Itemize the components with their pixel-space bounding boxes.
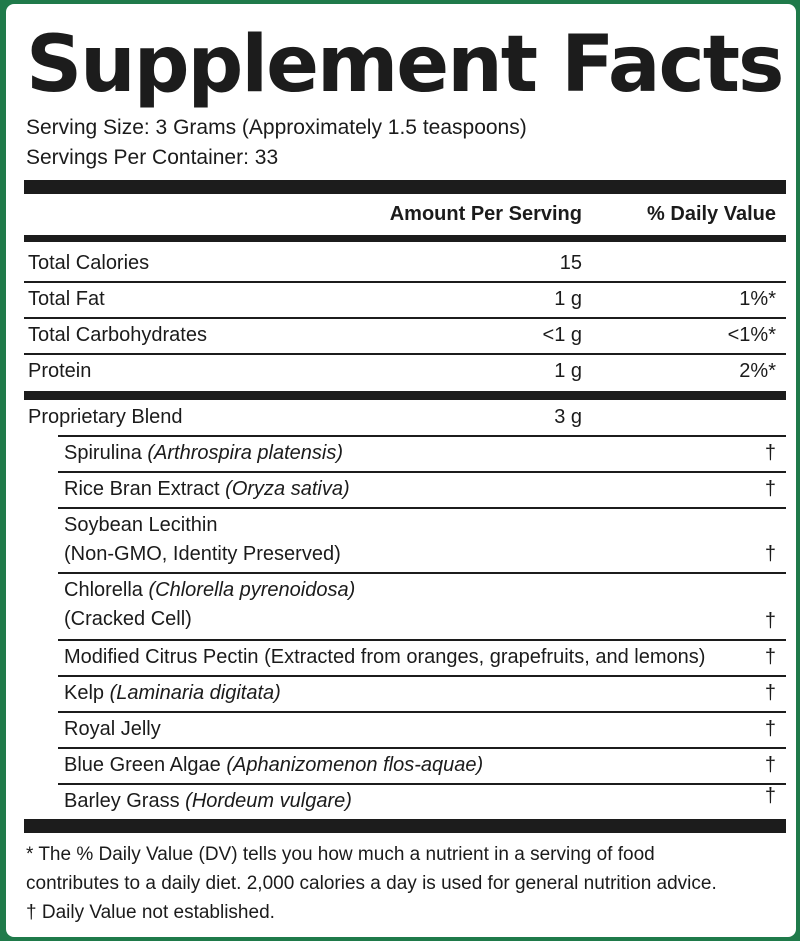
- ingredient-soybean-lecithin: Soybean Lecithin: [64, 514, 218, 536]
- ingredient-barley-grass: [64, 787, 352, 815]
- row-divider: [58, 435, 786, 437]
- dagger-mark: †: [764, 610, 776, 632]
- footnote-dagger: † Daily Value not established.: [26, 902, 275, 923]
- ingredient-name: Blue Green Algae: [64, 754, 221, 776]
- nutrient-dv-protein: 2%*: [739, 360, 776, 382]
- dagger-mark: †: [764, 646, 776, 668]
- row-divider: [58, 675, 786, 677]
- nutrient-amount-fat: 1 g: [554, 288, 582, 310]
- ingredient-chlorella: [64, 576, 355, 604]
- ingredient-blue-green-algae: [64, 751, 483, 779]
- ingredient-name: Kelp: [64, 682, 105, 704]
- ingredient-name: Chlorella: [64, 579, 143, 601]
- nutrient-amount-protein: 1 g: [554, 360, 582, 382]
- blend-amount: 3 g: [554, 406, 582, 428]
- row-divider: [58, 572, 786, 574]
- row-divider: [58, 471, 786, 473]
- medium-divider-header: [24, 235, 786, 242]
- nutrient-amount-calories: 15: [559, 252, 582, 274]
- row-divider: [58, 783, 786, 785]
- row-divider: [58, 747, 786, 749]
- dagger-mark: †: [764, 478, 776, 500]
- nutrient-name-protein: Protein: [28, 360, 92, 382]
- ingredient-kelp: [64, 679, 281, 707]
- ingredient-scientific-name: (Aphanizomenon flos-aquae): [226, 754, 484, 776]
- daily-value-header: % Daily Value: [647, 203, 776, 225]
- row-divider: [24, 317, 786, 319]
- dagger-mark: †: [764, 543, 776, 565]
- blend-name: Proprietary Blend: [28, 406, 183, 428]
- ingredient-detail: (Non-GMO, Identity Preserved): [64, 543, 341, 565]
- supplement-facts-panel: [6, 4, 796, 937]
- dagger-mark: †: [764, 754, 776, 776]
- nutrient-name-calories: Total Calories: [28, 252, 150, 274]
- dagger-mark: †: [764, 442, 776, 464]
- ingredient-scientific-name: (Hordeum vulgare): [185, 790, 352, 812]
- servings-per-container: Servings Per Container: 33: [26, 146, 279, 169]
- page-title: Supplement Facts: [26, 20, 783, 110]
- nutrient-dv-fat: 1%*: [739, 288, 776, 310]
- row-divider: [24, 281, 786, 283]
- nutrient-amount-carbs: <1 g: [542, 324, 582, 346]
- row-divider: [58, 639, 786, 641]
- ingredient-scientific-name: (Laminaria digitata): [109, 682, 281, 704]
- ingredient-name: Rice Bran Extract: [64, 478, 220, 500]
- nutrient-dv-carbs: <1%*: [727, 324, 776, 346]
- ingredient-modified-citrus-pectin: Modified Citrus Pectin (Extracted from oranges, grapefruits, and lemons): [64, 646, 706, 668]
- thick-divider-bottom: [24, 819, 786, 833]
- dagger-mark: †: [764, 682, 776, 704]
- ingredient-royal-jelly: Royal Jelly: [64, 718, 161, 740]
- ingredient-rice-bran-extract: [64, 475, 350, 503]
- ingredient-scientific-name: (Arthrospira platensis): [147, 442, 344, 464]
- ingredient-detail: (Cracked Cell): [64, 608, 192, 630]
- nutrient-name-carbs: Total Carbohydrates: [28, 324, 207, 346]
- ingredient-name: Barley Grass: [64, 790, 180, 812]
- row-divider: [58, 507, 786, 509]
- medium-divider-blend: [24, 391, 786, 400]
- serving-size: Serving Size: 3 Grams (Approximately 1.5 teaspoons): [26, 116, 527, 139]
- row-divider: [58, 711, 786, 713]
- ingredient-name: Spirulina: [64, 442, 142, 464]
- amount-header: Amount Per Serving: [389, 203, 582, 225]
- ingredient-scientific-name: (Oryza sativa): [225, 478, 350, 500]
- footnote-daily-value: * The % Daily Value (DV) tells you how much a nutrient in a serving of food: [26, 844, 655, 865]
- dagger-mark: †: [764, 718, 776, 740]
- thick-divider-top: [24, 180, 786, 194]
- nutrient-name-fat: Total Fat: [28, 288, 105, 310]
- ingredient-scientific-name: (Chlorella pyrenoidosa): [148, 579, 356, 601]
- ingredient-spirulina: [64, 439, 343, 467]
- dagger-mark: †: [764, 785, 776, 807]
- row-divider: [24, 353, 786, 355]
- footnote-daily-value-cont: contributes to a daily diet. 2,000 calories a day is used for general nutrition advice.: [26, 873, 717, 894]
